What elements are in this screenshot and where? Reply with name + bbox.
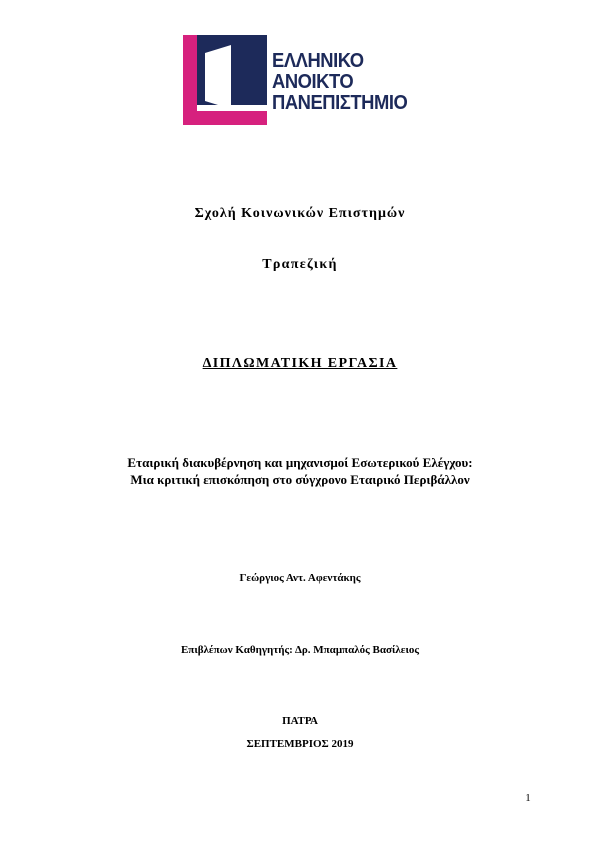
logo-line-3: ΠΑΝΕΠΙΣΤΗΜΙΟ — [272, 92, 408, 114]
document-type-heading — [0, 356, 600, 372]
logo-wordmark — [272, 51, 407, 114]
submission-date: ΣΕΠΤΕΜΒΡΙΟΣ 2019 — [246, 738, 354, 750]
supervisor-line: Επιβλέπων Καθηγητής: Δρ. Μπαμπαλός Βασίλειος — [180, 644, 420, 656]
city: ΠΑΤΡΑ — [282, 715, 318, 727]
logo-line-1: ΕΛΛΗΝΙΚΟ — [272, 50, 364, 72]
logo-line-2: ΑΝΟΙΚΤΟ — [272, 71, 354, 93]
thesis-title-line-2: Μια κριτική επισκόπηση στο σύγχρονο Εταιρικό Περιβάλλον — [130, 472, 470, 487]
author-name: Γεώργιος Αντ. Αφεντάκης — [239, 572, 361, 584]
thesis-title-line-1: Εταιρική διακυβέρνηση και μηχανισμοί Εσωτερικού Ελέγχου: — [127, 455, 473, 470]
school-name: Σχολή Κοινωνικών Επιστημών — [194, 206, 406, 221]
logo-mark-icon — [183, 35, 273, 125]
university-logo — [183, 35, 423, 125]
document-type-text: ΔΙΠΛΩΜΑΤΙΚΗ ΕΡΓΑΣΙΑ — [202, 356, 398, 371]
page-number: 1 — [525, 792, 531, 804]
department-name: Τραπεζική — [262, 257, 338, 272]
